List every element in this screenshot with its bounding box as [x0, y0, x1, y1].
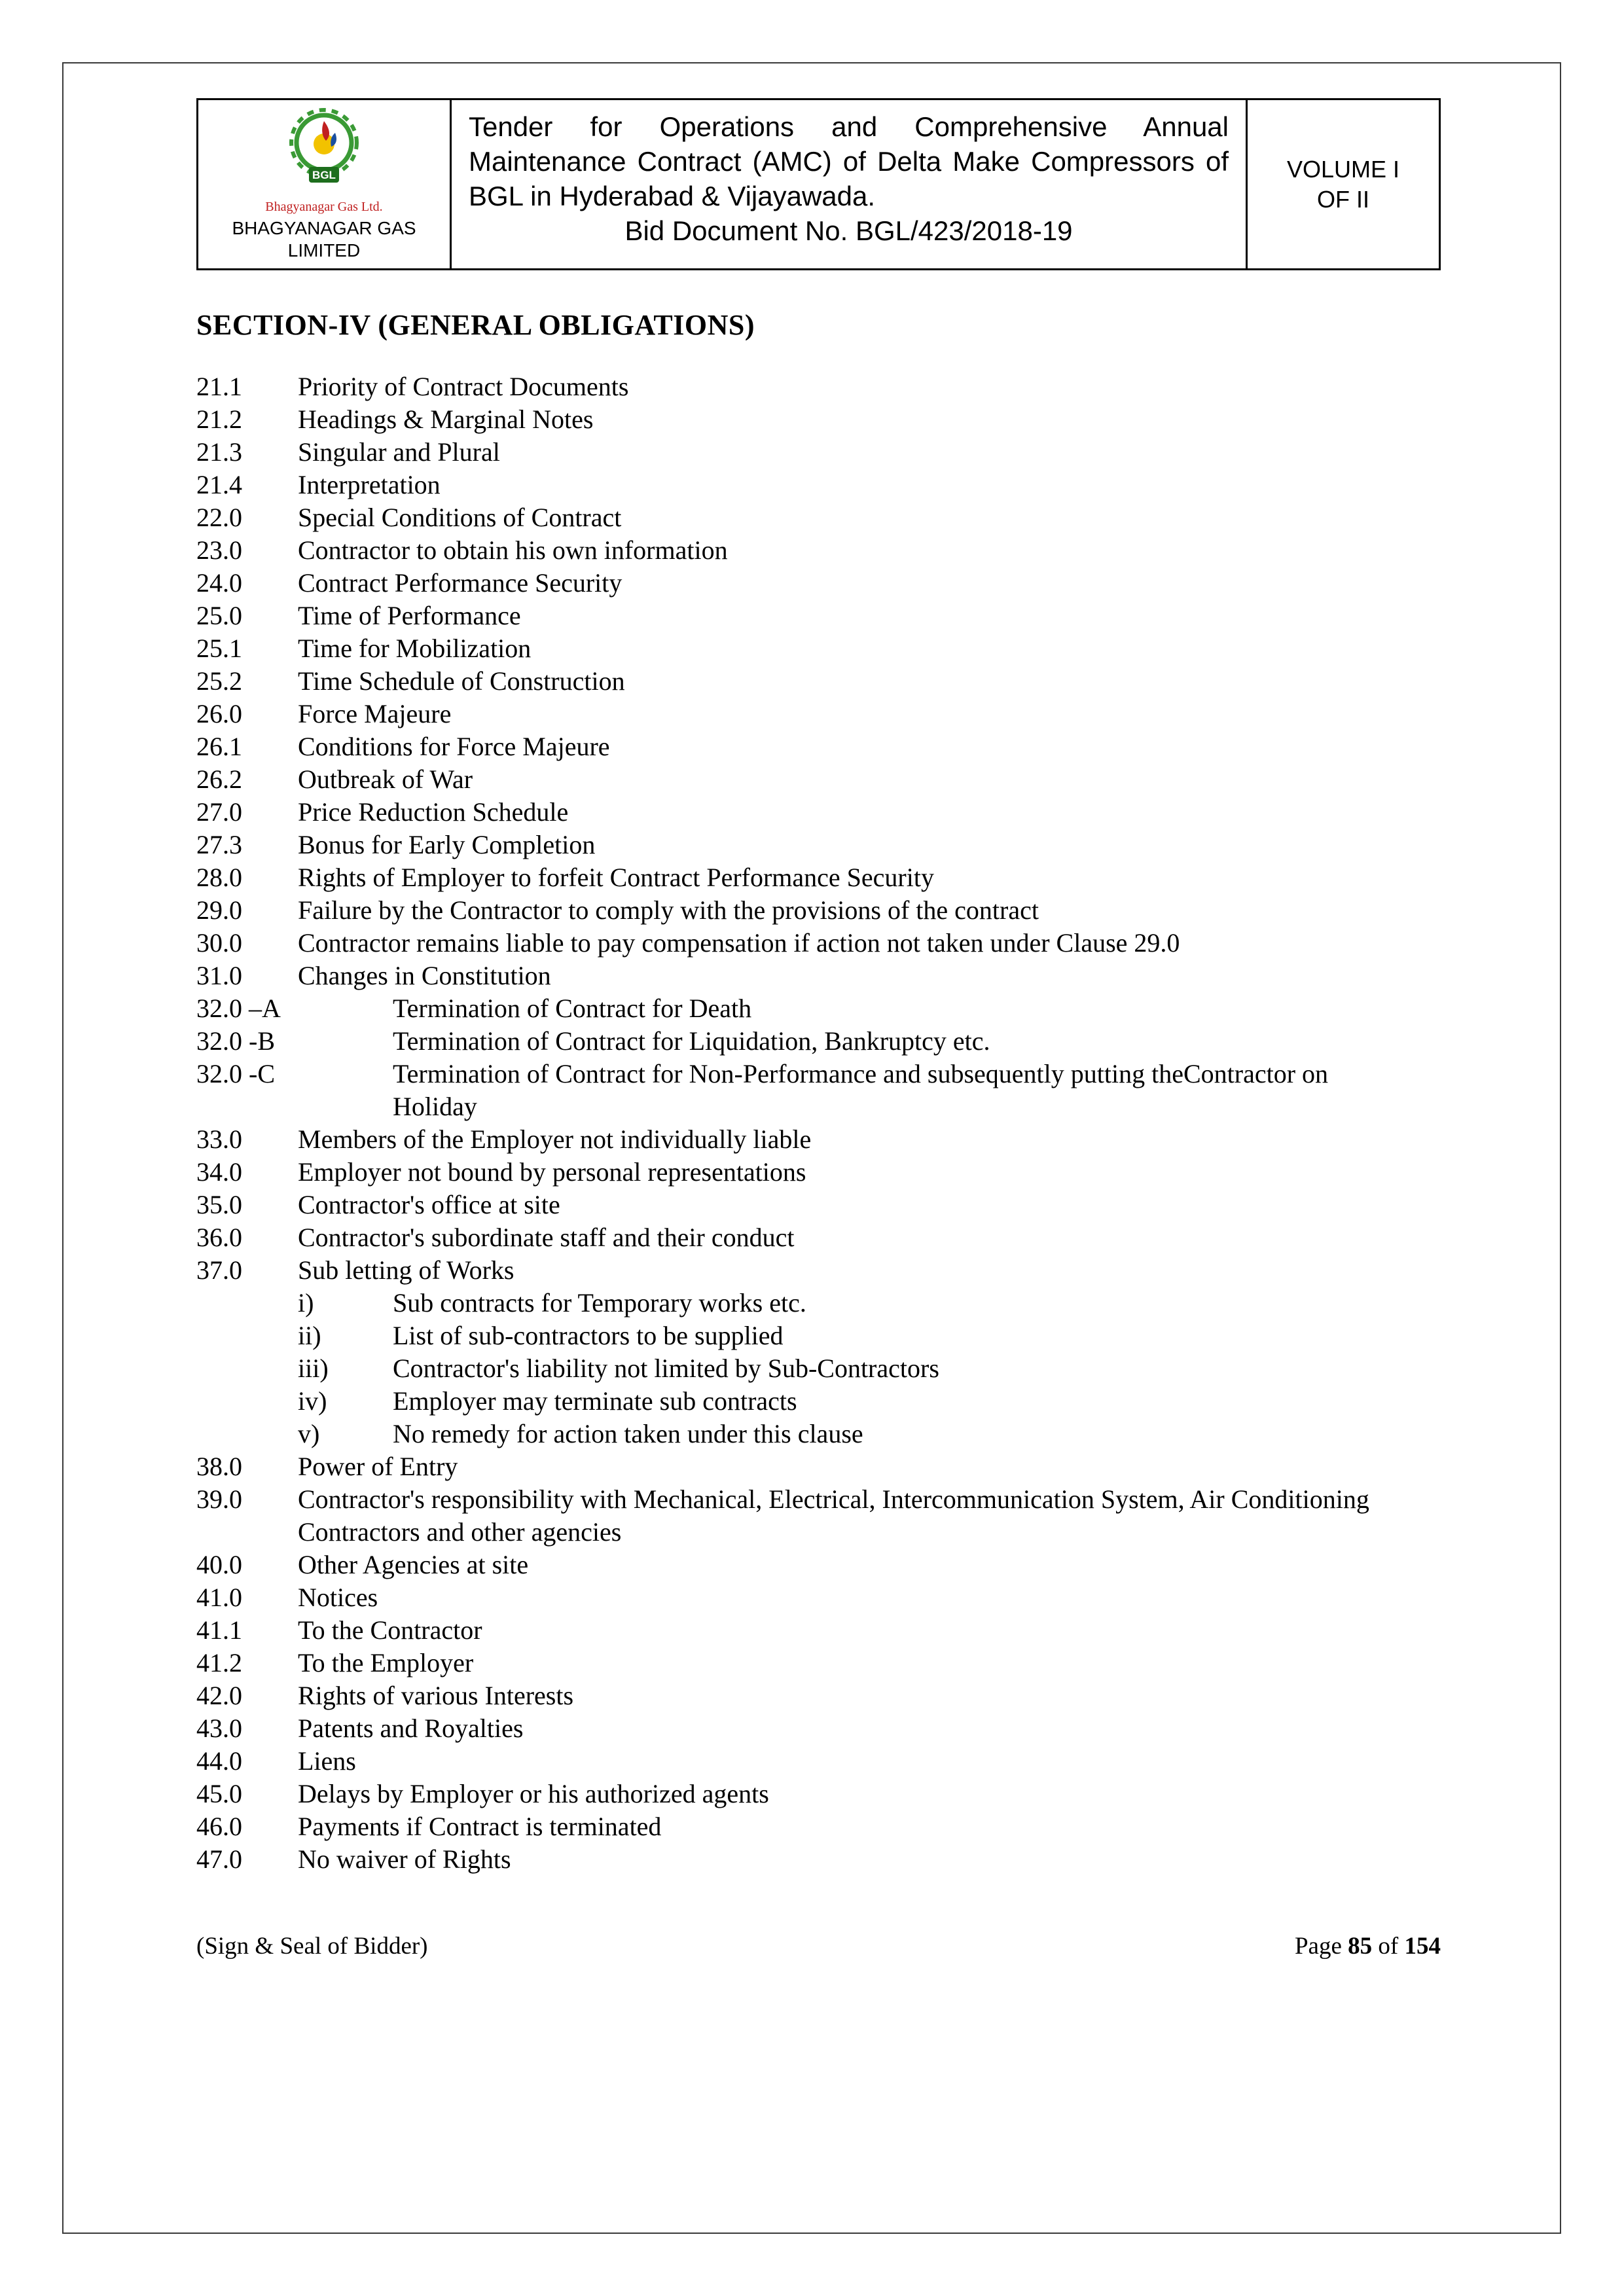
item-number: 32.0 –A — [196, 994, 281, 1023]
toc-item — [196, 698, 1441, 730]
item-title: Time for Mobilization — [298, 634, 532, 663]
item-title: Contractor's responsibility with Mechanical, Electrical, Intercommunication System, Air Conditioning Contractors and other agencies — [298, 1484, 1369, 1547]
item-title: No waiver of Rights — [298, 1844, 511, 1874]
volume-line2: OF II — [1317, 185, 1369, 213]
item-title: Contractor's office at site — [298, 1190, 560, 1219]
toc-item — [196, 1025, 1441, 1058]
item-number: 34.0 — [196, 1157, 242, 1187]
item-number: 21.4 — [196, 470, 242, 499]
bgl-logo-icon — [275, 107, 373, 198]
toc-item — [196, 436, 1441, 469]
item-title: Conditions for Force Majeure — [298, 732, 610, 761]
item-number: ii) — [298, 1321, 321, 1350]
item-number: 28.0 — [196, 863, 242, 892]
toc-item — [196, 992, 1441, 1025]
toc-item — [196, 927, 1441, 960]
item-number: 29.0 — [196, 895, 242, 925]
item-number: 32.0 -C — [196, 1059, 275, 1088]
toc-item — [196, 1058, 1441, 1123]
page-word: Page — [1294, 1933, 1342, 1960]
item-number: 26.0 — [196, 699, 242, 728]
item-number: 26.2 — [196, 764, 242, 794]
item-number: 27.3 — [196, 830, 242, 859]
item-number: v) — [298, 1419, 320, 1448]
item-number: 32.0 -B — [196, 1026, 275, 1056]
item-number: 43.0 — [196, 1713, 242, 1743]
toc-item — [196, 370, 1441, 403]
tender-title: Tender for Operations and Comprehensive Annual Maintenance Contract (AMC) of Delta Make Compressors of BGL in Hyderabad & Vijayawada. — [469, 111, 1229, 211]
toc-item — [196, 1156, 1441, 1189]
item-number: iv) — [298, 1386, 327, 1416]
item-title: Contractor's liability not limited by Sub-Contractors — [393, 1354, 939, 1383]
toc-item — [196, 829, 1441, 861]
toc-item — [196, 501, 1441, 534]
toc-item — [196, 1581, 1441, 1614]
toc-item — [196, 730, 1441, 763]
item-number: 31.0 — [196, 961, 242, 990]
section-title: SECTION-IV (GENERAL OBLIGATIONS) — [196, 309, 755, 341]
toc-item — [196, 861, 1441, 894]
item-number: 41.0 — [196, 1583, 242, 1612]
page-number-label — [1295, 1932, 1441, 1960]
toc-item — [196, 894, 1441, 927]
toc-item — [196, 1712, 1441, 1745]
item-title: To the Employer — [298, 1648, 474, 1677]
item-number: 44.0 — [196, 1746, 242, 1776]
item-number: 24.0 — [196, 568, 242, 598]
toc-item — [196, 600, 1441, 632]
sign-seal-label: (Sign & Seal of Bidder) — [196, 1933, 428, 1960]
toc-item — [196, 960, 1441, 992]
item-title: Contractor remains liable to pay compensation if action not taken under Clause 29.0 — [298, 928, 1180, 958]
item-title: Employer may terminate sub contracts — [393, 1386, 797, 1416]
toc-item — [196, 1352, 1441, 1385]
toc-item — [196, 1319, 1441, 1352]
item-title: Termination of Contract for Non-Performance and subsequently putting theContractor on Holiday — [393, 1059, 1329, 1121]
item-number: 38.0 — [196, 1452, 242, 1481]
item-title: Notices — [298, 1583, 378, 1612]
item-number: 40.0 — [196, 1550, 242, 1579]
item-title: Headings & Marginal Notes — [298, 404, 594, 434]
toc-item — [196, 1450, 1441, 1483]
of-word: of — [1378, 1933, 1399, 1960]
item-title: Rights of Employer to forfeit Contract Performance Security — [298, 863, 934, 892]
item-title: Failure by the Contractor to comply with the provisions of the contract — [298, 895, 1039, 925]
toc-item — [196, 403, 1441, 436]
logo-short-text: BGL — [312, 169, 336, 181]
toc-item — [196, 1254, 1441, 1287]
item-number: 25.0 — [196, 601, 242, 630]
item-title: Patents and Royalties — [298, 1713, 524, 1743]
item-title: Singular and Plural — [298, 437, 500, 467]
toc-item — [196, 567, 1441, 600]
item-title: Payments if Contract is terminated — [298, 1812, 662, 1841]
item-title: Bonus for Early Completion — [298, 830, 596, 859]
item-title: Employer not bound by personal representations — [298, 1157, 806, 1187]
item-number: 39.0 — [196, 1484, 242, 1514]
org-name-line1: BHAGYANAGAR GAS — [232, 218, 416, 238]
item-number: 27.0 — [196, 797, 242, 827]
item-title: Force Majeure — [298, 699, 452, 728]
item-title: Termination of Contract for Death — [393, 994, 752, 1023]
toc-item — [196, 1287, 1441, 1319]
item-title: Price Reduction Schedule — [298, 797, 569, 827]
item-number: 47.0 — [196, 1844, 242, 1874]
item-title: Rights of various Interests — [298, 1681, 574, 1710]
item-number: 21.2 — [196, 404, 242, 434]
toc-item — [196, 469, 1441, 501]
item-number: 30.0 — [196, 928, 242, 958]
toc-item — [196, 1221, 1441, 1254]
item-number: 45.0 — [196, 1779, 242, 1808]
item-title: Contract Performance Security — [298, 568, 623, 598]
item-number: 42.0 — [196, 1681, 242, 1710]
item-title: Members of the Employer not individually liable — [298, 1124, 812, 1154]
toc-item — [196, 1679, 1441, 1712]
toc-item — [196, 1843, 1441, 1876]
toc-item — [196, 632, 1441, 665]
item-title: Sub contracts for Temporary works etc. — [393, 1288, 806, 1318]
toc-item — [196, 1778, 1441, 1810]
toc-item — [196, 1549, 1441, 1581]
item-number: 41.2 — [196, 1648, 242, 1677]
toc-item — [196, 534, 1441, 567]
item-title: Other Agencies at site — [298, 1550, 529, 1579]
item-title: Contractor to obtain his own information — [298, 535, 728, 565]
logo-tagline: Bhagyanagar Gas Ltd. — [265, 200, 383, 214]
item-number: 26.1 — [196, 732, 242, 761]
item-title: Changes in Constitution — [298, 961, 551, 990]
page-footer — [196, 1932, 1441, 1960]
item-number: 41.1 — [196, 1615, 242, 1645]
item-title: List of sub-contractors to be supplied — [393, 1321, 784, 1350]
item-title: Sub letting of Works — [298, 1255, 514, 1285]
item-title: No remedy for action taken under this clause — [393, 1419, 863, 1448]
toc-item — [196, 1385, 1441, 1418]
item-number: 46.0 — [196, 1812, 242, 1841]
item-title: To the Contractor — [298, 1615, 482, 1645]
item-title: Termination of Contract for Liquidation, Bankruptcy etc. — [393, 1026, 990, 1056]
item-number: 25.1 — [196, 634, 242, 663]
item-title: Contractor's subordinate staff and their conduct — [298, 1223, 795, 1252]
header-logo-cell — [198, 100, 452, 268]
item-number: 22.0 — [196, 503, 242, 532]
item-title: Priority of Contract Documents — [298, 372, 629, 401]
item-number: i) — [298, 1288, 314, 1318]
toc-item — [196, 1810, 1441, 1843]
toc-item — [196, 763, 1441, 796]
toc-item — [196, 1647, 1441, 1679]
item-title: Time of Performance — [298, 601, 521, 630]
toc-item — [196, 665, 1441, 698]
item-number: 23.0 — [196, 535, 242, 565]
header-table — [196, 98, 1441, 270]
page-number: 85 — [1348, 1933, 1373, 1960]
toc-item — [196, 1123, 1441, 1156]
toc-item — [196, 1614, 1441, 1647]
header-title-cell — [452, 100, 1248, 268]
item-number: 25.2 — [196, 666, 242, 696]
bid-document-number: Bid Document No. BGL/423/2018-19 — [624, 215, 1073, 246]
item-number: 36.0 — [196, 1223, 242, 1252]
item-number: 21.3 — [196, 437, 242, 467]
item-number: 37.0 — [196, 1255, 242, 1285]
total-pages: 154 — [1404, 1933, 1441, 1960]
toc-list — [196, 370, 1441, 1876]
item-title: Delays by Employer or his authorized agents — [298, 1779, 769, 1808]
toc-item — [196, 1483, 1441, 1549]
org-name-line2: LIMITED — [287, 240, 361, 260]
toc-item — [196, 796, 1441, 829]
toc-item — [196, 1745, 1441, 1778]
volume-line1: VOLUME I — [1286, 155, 1400, 183]
item-title: Liens — [298, 1746, 356, 1776]
toc-item — [196, 1189, 1441, 1221]
toc-item — [196, 1418, 1441, 1450]
item-number: 35.0 — [196, 1190, 242, 1219]
item-title: Outbreak of War — [298, 764, 473, 794]
item-title: Power of Entry — [298, 1452, 458, 1481]
header-volume-cell — [1248, 100, 1439, 268]
item-number: 21.1 — [196, 372, 242, 401]
item-title: Special Conditions of Contract — [298, 503, 622, 532]
item-number: iii) — [298, 1354, 329, 1383]
item-title: Time Schedule of Construction — [298, 666, 625, 696]
item-title: Interpretation — [298, 470, 441, 499]
item-number: 33.0 — [196, 1124, 242, 1154]
